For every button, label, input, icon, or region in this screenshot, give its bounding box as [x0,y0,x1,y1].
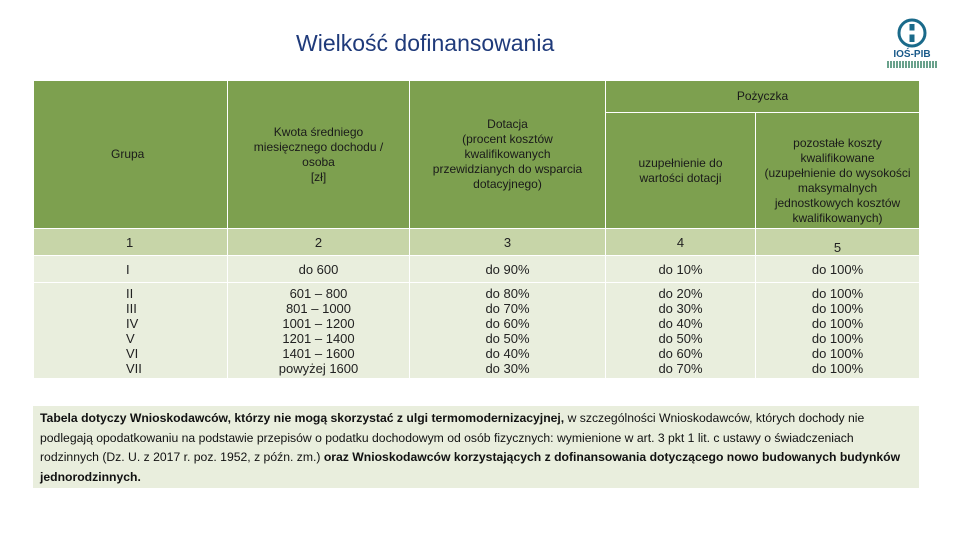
header-kwota-line: [zł] [310,169,327,184]
footnote-body: w szczególności Wnioskodawców, których dochody nie podlegają opodatkowaniu na podstawie przepisów o podatku dochodowym od osób fizycznych: wymienione w art. 3 pkt 1 lit. c ustawy o świadczeniach rodzinnych (Dz. U. z 2017 r. poz. 1952, z późn. zm.) [40,411,865,464]
cell-grupa: III [126,301,137,316]
logo-text: IOŚ-PIB [893,49,931,60]
cell-uzupelnienie: do 10% [606,256,756,283]
header-uzupelnienie-line: wartości dotacji [639,170,722,185]
header-pozostale [756,113,920,229]
cell-kwota: 1001 – 1200 [282,315,355,331]
header-pozostale-line: (uzupełnienie do wysokości [764,166,911,180]
cell-kwota: 601 – 800 [289,285,348,301]
cell-dotacja-list [410,283,606,379]
cell-grupa: I [34,256,228,283]
column-number: 2 [228,229,410,256]
header-kwota-line: miesięcznego dochodu / [253,139,384,154]
column-number: 5 [756,229,920,256]
cell-pozostale: do 100% [811,300,864,316]
header-dotacja-line: przewidzianych do wsparcia [432,162,583,176]
cell-kwota-list [228,283,410,379]
logo-emblem-icon [897,18,927,48]
cell-uzupelnienie: do 40% [658,315,703,331]
cell-grupa: V [126,331,135,346]
cell-dotacja: do 50% [485,330,530,346]
cell-pozostale: do 100% [811,315,864,331]
cell-uzupelnienie: do 20% [658,285,703,301]
header-dotacja-line: (procent kosztów [462,132,553,146]
column-number: 4 [606,229,756,256]
footnote-box [33,406,919,488]
cell-grupa: IV [126,316,139,331]
header-uzupelnienie-line: uzupełnienie do [638,155,723,170]
cell-pozostale-list [756,283,920,379]
header-pozostale-line: jednostkowych kosztów [774,196,901,210]
header-dotacja-line: dotacyjnego) [473,177,542,191]
logo-subtitle-lines [887,61,937,68]
cell-pozostale: do 100% [811,345,864,361]
cell-dotacja: do 70% [485,300,530,316]
header-kwota [228,81,410,229]
cell-dotacja: do 40% [485,345,530,361]
header-dotacja-line: Dotacja [487,117,528,131]
cell-uzupelnienie: do 60% [658,345,703,361]
cell-kwota: powyżej 1600 [278,360,359,376]
cell-dotacja: do 80% [485,285,530,301]
table-row-group [34,283,920,379]
header-pozyczka [606,81,920,113]
header-grupa [34,81,228,229]
cell-grupa: VII [126,361,142,376]
cell-pozostale: do 100% [756,256,920,283]
header-dotacja [410,81,606,229]
table-row [34,256,920,283]
footnote-bold-lead: Tabela dotyczy Wnioskodawców, którzy nie mogą skorzystać z ulgi termomodernizacyjnej, [40,411,565,425]
cell-pozostale: do 100% [811,330,864,346]
cell-pozostale: do 100% [811,360,864,376]
cofinancing-table [33,80,920,379]
cell-dotacja: do 60% [485,315,530,331]
cell-kwota: 801 – 1000 [285,300,352,316]
header-kwota-line: Kwota średniego [273,124,364,139]
header-pozostale-line: maksymalnych [797,181,878,195]
header-pozyczka-label: Pożyczka [736,89,789,103]
header-kwota-line: osoba [302,154,335,169]
header-dotacja-line: kwalifikowanych [464,147,551,161]
cell-uzupelnienie: do 50% [658,330,703,346]
cell-kwota: 1201 – 1400 [282,330,355,346]
cell-pozostale: do 100% [811,285,864,301]
header-pozostale-line: pozostałe koszty [793,136,882,150]
cell-dotacja: do 30% [485,360,530,376]
column-number: 1 [34,229,228,256]
cell-kwota: do 600 [228,256,410,283]
header-uzupelnienie [606,113,756,229]
page-title: Wielkość dofinansowania [296,30,555,56]
ios-pib-logo [884,18,940,70]
header-pozostale-line: kwalifikowanych) [792,211,883,225]
header-pozostale-line: kwalifikowane [800,151,875,165]
column-number: 3 [410,229,606,256]
cell-uzupelnienie-list [606,283,756,379]
cell-grupa: II [126,286,134,301]
cell-kwota: 1401 – 1600 [282,345,355,361]
footnote-bold-tail: oraz Wnioskodawców korzystających z dofinansowania dotyczącego nowo budowanych budynków jednorodzinnych. [40,450,901,484]
cell-dotacja: do 90% [410,256,606,283]
cell-grupa-list [34,283,228,379]
header-grupa-label: Grupa [111,147,145,161]
cell-uzupelnienie: do 30% [658,300,703,316]
cell-uzupelnienie: do 70% [658,360,703,376]
cell-grupa: VI [126,346,139,361]
